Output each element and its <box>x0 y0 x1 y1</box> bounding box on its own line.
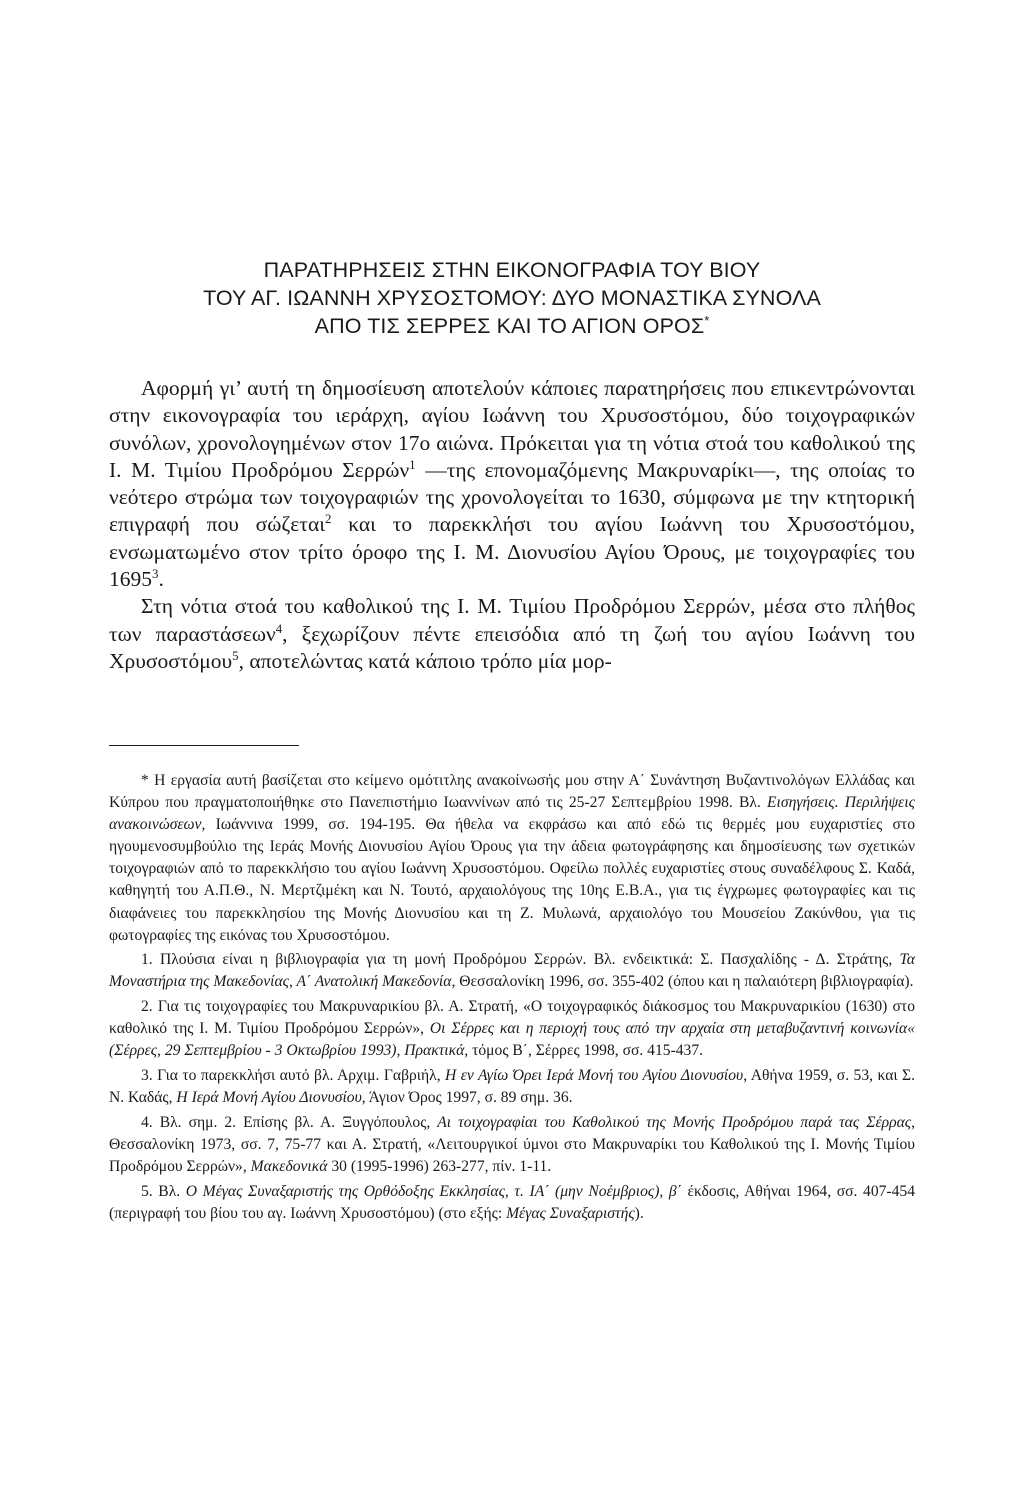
footnote-ref-5[interactable]: 5 <box>232 648 239 663</box>
footnote-italic: Αι τοιχογραφίαι του Καθολικού της Μονής Προδρόμου παρά τας Σέρρας <box>437 1113 912 1131</box>
footnote-text: , Άγιον Όρος 1997, σ. 89 σημ. 36. <box>361 1089 573 1107</box>
footnote-text: , Αθήνα 1959, σ. 53, και Σ. Ν. Καδάς, <box>109 1067 915 1107</box>
footnote-italic: Οι Σέρρες και η περιοχή τους από την αρχαία στη μεταβυζαντινή κοινωνία« (Σέρρες, 29 Σεπτεμβρίου - 3 Οκτωβρίου 1993), Πρακτικά <box>109 1020 915 1060</box>
body-text-run: —της επονομαζόμενης Μακρυναρίκι—, της οποίας το νεότερο στρώμα των τοιχογραφιών της χρονολογείται το 1630, σύμφωνα με την κτητορική επιγραφή που σώζεται <box>109 457 915 537</box>
footnote-text: 2. Για τις τοιχογραφίες του Μακρυναρικίου βλ. Α. Στρατή, «Ο τοιχογραφικός διάκοσμος του Μακρυναρικίου (1630) στο καθολικό της Ι. Μ. Τιμίου Προδρόμου Σερρών», <box>109 998 915 1038</box>
footnote-text: 5. Βλ. <box>141 1182 186 1200</box>
body-text-run: , αποτελώντας κατά κάποιο τρόπο μία μορ- <box>238 648 612 673</box>
footnote-star <box>109 770 915 947</box>
footnote-text: 4. Βλ. σημ. 2. Επίσης βλ. Α. Ξυγγόπουλος, <box>141 1113 438 1131</box>
footnote-text: , τόμος Β΄, Σέρρες 1998, σσ. 415-437. <box>464 1042 704 1060</box>
footnote-text: , Θεσσαλονίκη 1996, σσ. 355-402 (όπου και η παλαιότερη βιβλιογραφία). <box>451 973 914 991</box>
footnote-text: 30 (1995-1996) 263-277, πίν. 1-11. <box>327 1157 552 1175</box>
footnote-ref-4[interactable]: 4 <box>275 621 283 636</box>
title-line-1: ΠΑΡΑΤΗΡΗΣΕΙΣ ΣΤΗΝ ΕΙΚΟΝΟΓΡΑΦΙΑ ΤΟΥ ΒΙΟΥ <box>263 258 761 282</box>
footnote-italic: Εισηγήσεις. Περιλήψεις ανακοινώσεων <box>109 794 915 834</box>
footnote-2 <box>109 996 915 1062</box>
footnote-italic: Ο Μέγας Συναξαριστής της Ορθόδοξης Εκκλησίας, τ. ΙΑ΄ (μην Νοέμβριος), β΄ <box>185 1182 682 1200</box>
footnote-text: , Ιωάννινα 1999, σσ. 194-195. Θα ήθελα να εκφράσω και από εδώ τις θερμές μου ευχαριστίες στο ηγουμενοσυμβούλιο της Ιεράς Μονής Διονυσίου Αγίου Όρους για την άδεια φωτογράφησης και δημοσίευσης των σχετικών τοιχογραφιών από το παρεκκλήσιο του αγίου Ιωάννη Χρυσοστόμου. Οφείλω πολλές ευχαριστίες στους συναδέλφους Σ. Καδά, καθηγητή του Α.Π.Θ., Ν. Μερτζιμέκη και Ν. Τουτό, αρχαιολόγους της 10ης Ε.Β.Α., για τις έγχρωμες φωτογραφίες και τις διαφάνειες του παρεκκλησίου της Μονής Διονυσίου και τη Ζ. Μυλωνά, αρχαιολόγο του Μουσείου Ζακύνθου, για τις φωτογραφίες της εικόνας του Χρυσοστόμου. <box>109 816 915 944</box>
title-line-3 <box>130 312 894 340</box>
body-paragraph-1 <box>109 375 915 593</box>
body-text-run: . <box>158 567 164 592</box>
footnote-ref-2[interactable]: 2 <box>325 512 332 527</box>
footnote-ref-3[interactable]: 3 <box>152 566 159 581</box>
body-paragraph-2 <box>109 593 915 675</box>
footnote-divider <box>109 745 299 746</box>
footnote-italic: Η Ιερά Μονή Αγίου Διονυσίου <box>176 1089 362 1107</box>
body-text <box>109 375 915 675</box>
footnote-text: έκδοσις, Αθήναι 1964, σσ. 407-454 (περιγραφή του βίου του αγ. Ιωάννη Χρυσοστόμου) (στο εξής: <box>109 1182 915 1222</box>
body-text-run: Στη νότια στοά του καθολικού της Ι. Μ. Τιμίου Προδρόμου Σερρών, μέσα στο πλήθος των παραστάσεων <box>109 594 915 646</box>
body-text-run: , ξεχωρίζουν πέντε επεισόδια από τη ζωή του αγίου Ιωάννη του Χρυσοστόμου <box>109 621 915 673</box>
footnote-3 <box>109 1065 915 1109</box>
footnote-text: 3. Για το παρεκκλήσι αυτό βλ. Αρχιμ. Γαβριήλ, <box>141 1067 446 1084</box>
footnote-italic: Τα Μοναστήρια της Μακεδονίας, Α΄ Ανατολική Μακεδονία <box>109 951 915 991</box>
footnote-italic: Η εν Αγίω Όρει Ιερά Μονή του Αγίου Διονυσίου <box>445 1067 744 1084</box>
footnote-italic: Μέγας Συναξαριστής <box>506 1204 635 1222</box>
body-text-run: και το παρεκκλήσι του αγίου Ιωάννη του Χρυσοστόμου, ενσωματωμένο στον τρίτο όροφο της Ι. Μ. Διονυσίου Αγίου Όρους, με τοιχογραφίες του 1695 <box>109 512 915 592</box>
footnote-italic: Μακεδονικά <box>250 1157 328 1175</box>
footnote-text: ). <box>634 1204 644 1222</box>
footnote-text: 1. Πλούσια είναι η βιβλιογραφία για τη μονή Προδρόμου Σερρών. Βλ. ενδεικτικά: Σ. Πασχαλίδης - Δ. Στράτης, <box>141 951 900 969</box>
footnote-5 <box>109 1181 915 1225</box>
footnote-text: , Θεσσαλονίκη 1973, σσ. 7, 75-77 και Α. Στρατή, «Λειτουργικοί ύμνοι στο Μακρυναρίκι του Καθολικού της Ι. Μονής Τιμίου Προδρόμου Σερρών», <box>109 1113 915 1175</box>
title-footnote-mark[interactable]: * <box>704 312 710 328</box>
title-line-2: ΤΟΥ ΑΓ. ΙΩΑΝΝΗ ΧΡΥΣΟΣΤΟΜΟΥ: ΔΥΟ ΜΟΝΑΣΤΙΚΑ ΣΥΝΟΛΑ <box>203 286 821 310</box>
article-title <box>130 256 894 340</box>
footnote-4 <box>109 1112 915 1178</box>
footnotes <box>109 770 915 1227</box>
footnote-ref-1[interactable]: 1 <box>409 457 416 472</box>
footnote-text: * Η εργασία αυτή βασίζεται στο κείμενο ομότιτλης ανακοίνωσής μου στην Α΄ Συνάντηση Βυζαντινολόγων Ελλάδας και Κύπρου που πραγματοποιήθηκε στο Πανεπιστήμιο Ιωαννίνων από τις 25-27 Σεπτεμβρίου 1998. Βλ. <box>109 772 915 812</box>
title-line-3-text: ΑΠΟ ΤΙΣ ΣΕΡΡΕΣ ΚΑΙ ΤΟ ΑΓΙΟΝ ΟΡΟΣ <box>314 314 705 338</box>
body-text-run: Αφορμή γι’ αυτή τη δημοσίευση αποτελούν κάποιες παρατηρήσεις που επικεντρώνονται στην εικονογραφία του ιεράρχη, αγίου Ιωάννη του Χρυσοστόμου, δύο τοιχογραφικών συνόλων, χρονολογημένων στον 17ο αιώνα. Πρόκειται για τη νότια στοά του καθολικού της Ι. Μ. Τιμίου Προδρόμου Σερρών <box>109 376 915 482</box>
footnote-1 <box>109 949 915 993</box>
